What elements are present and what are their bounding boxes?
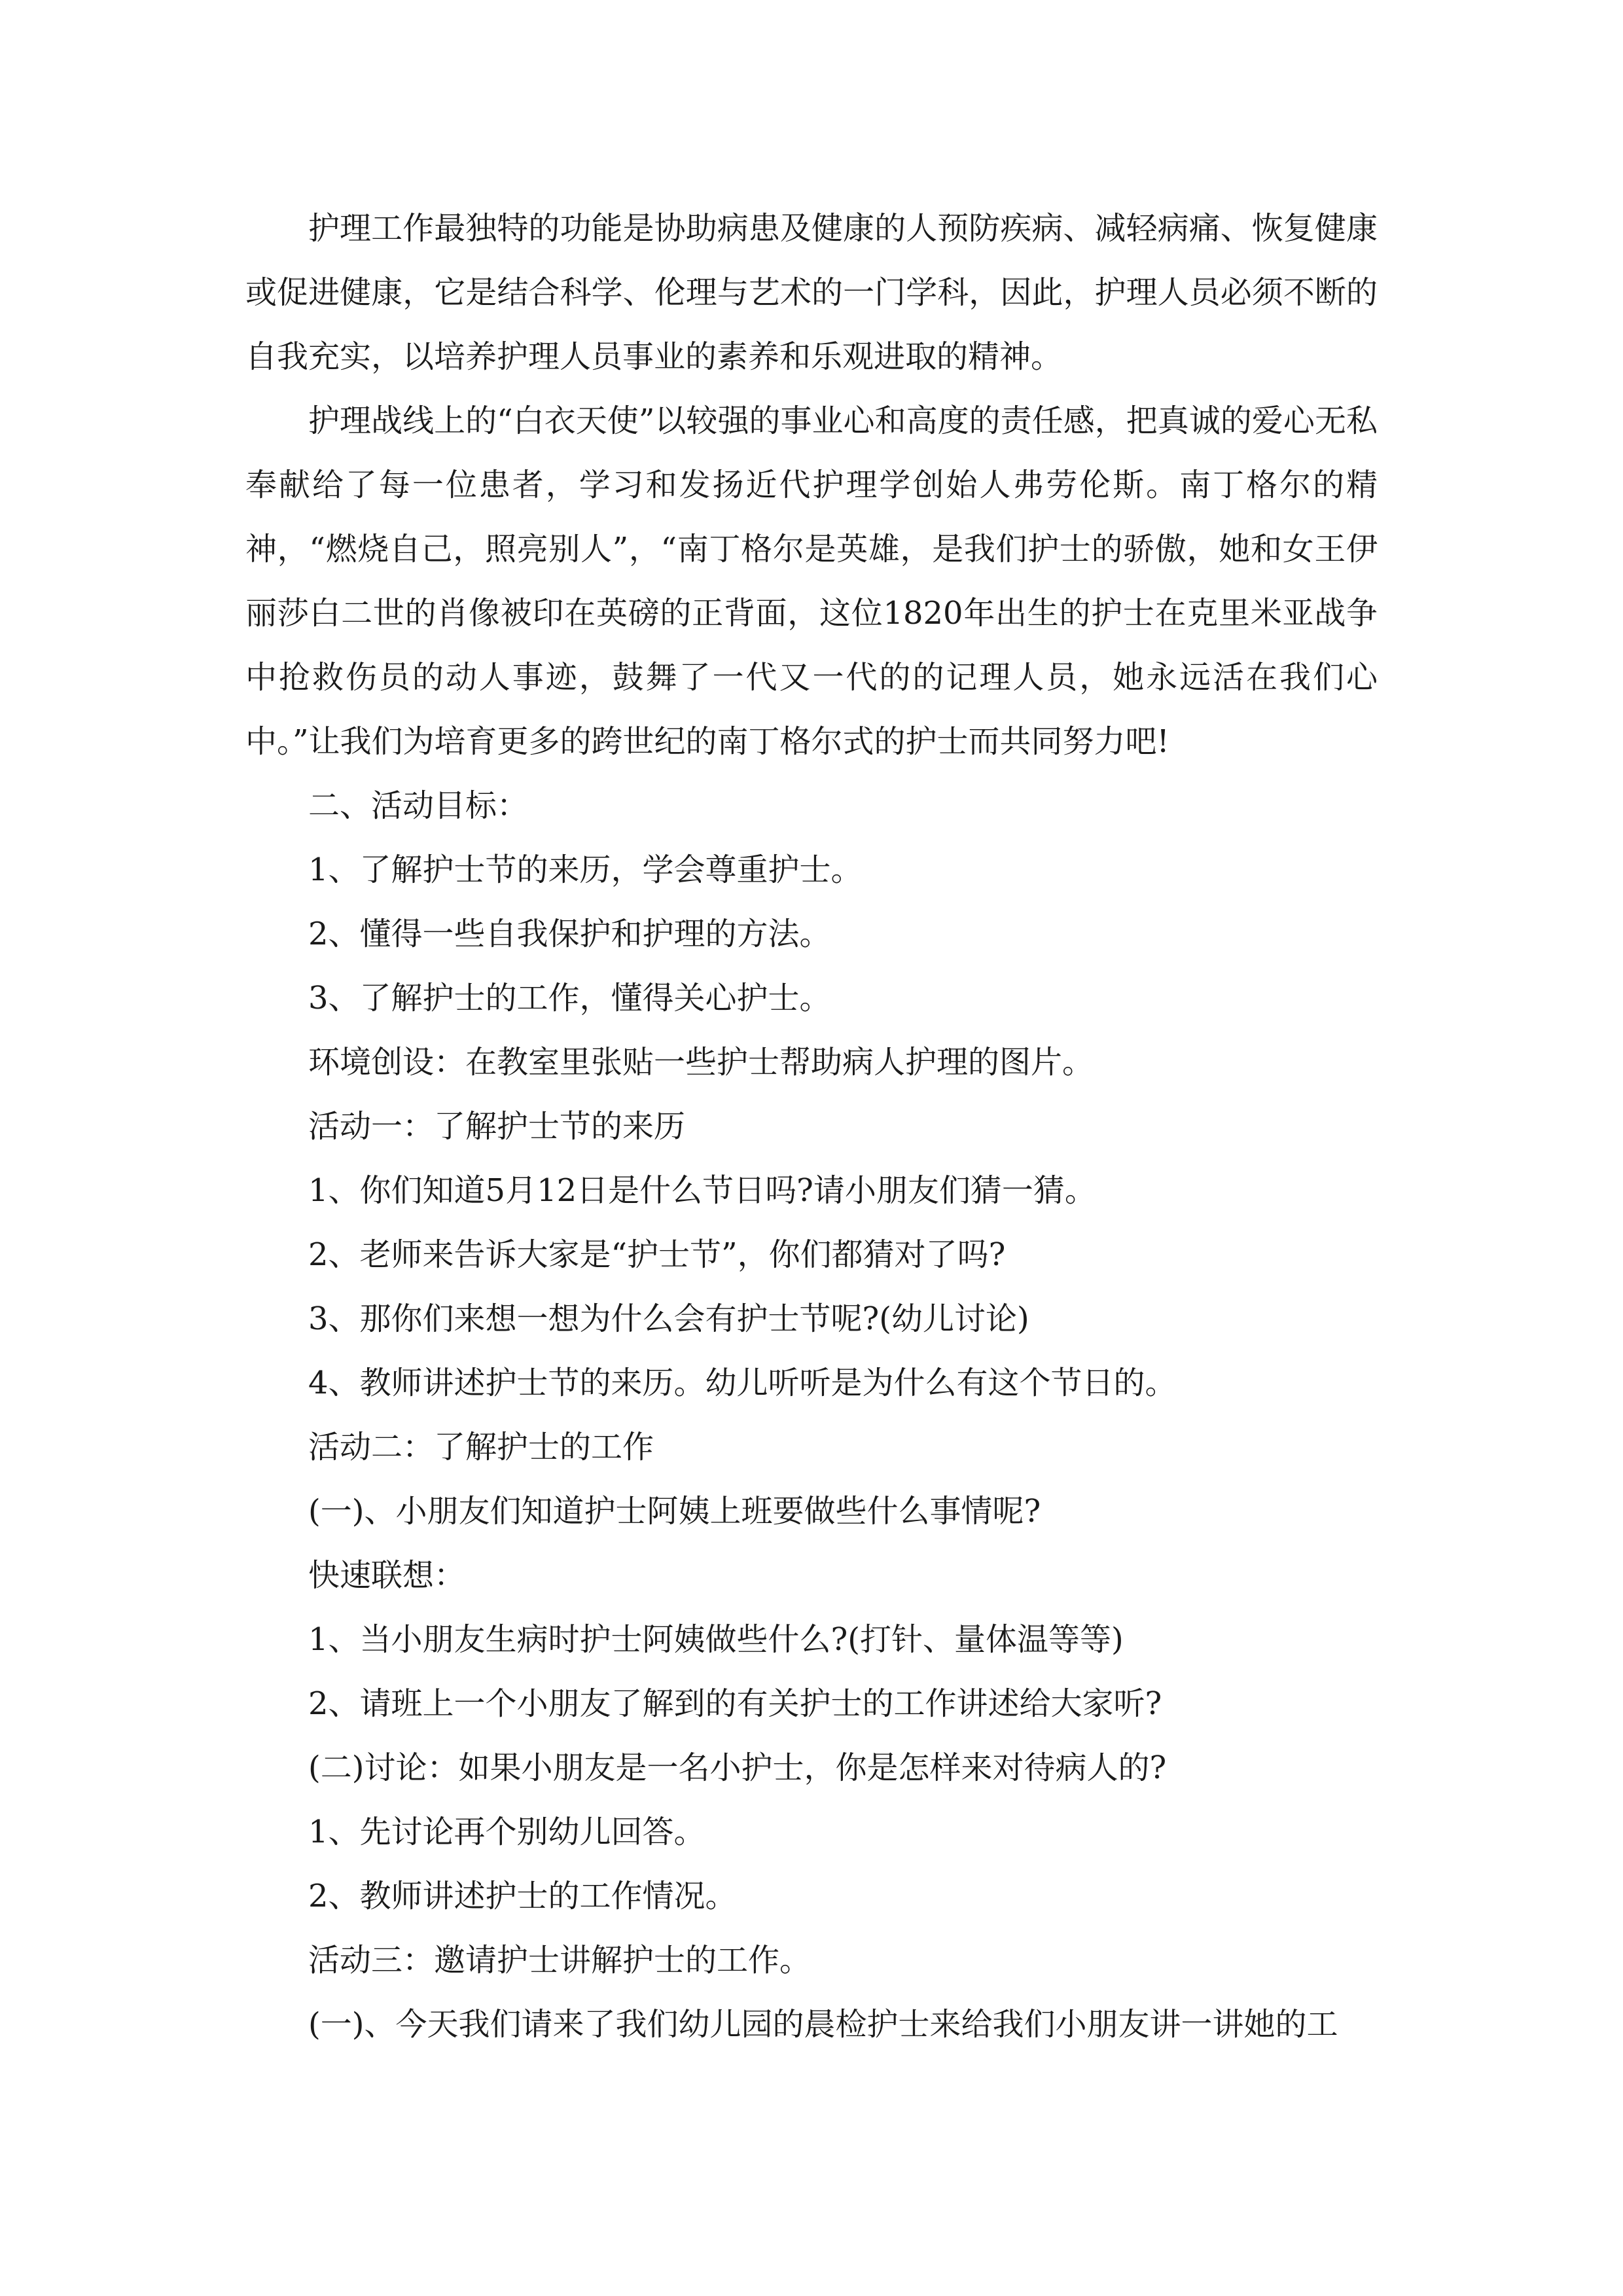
activity-2-heading: 活动二：了解护士的工作 (308, 1429, 654, 1465)
activity-1-heading: 活动一：了解护士节的来历 (308, 1108, 686, 1145)
environment-setup: 环境创设：在教室里张贴一些护士帮助病人护理的图片。 (308, 1044, 1094, 1081)
intro-paragraph-1: 护理工作最独特的功能是协助病患及健康的人预防疾病、减轻病痛、恢复健康或促进健康，它是结合科学、伦理与艺术的一门学科，因此，护理人员必须不断的自我充实，以培养护理人员事业的素养和乐观进取的精神。 (245, 210, 1378, 375)
goal-item-3: 3、了解护士的工作，懂得关心护士。 (308, 980, 831, 1016)
activity-2-question: (一)、小朋友们知道护士阿姨上班要做些什么事情呢? (308, 1493, 1041, 1530)
goal-item-1: 1、了解护士节的来历，学会尊重护士。 (308, 852, 863, 888)
activity-3-item-1: (一)、今天我们请来了我们幼儿园的晨检护士来给我们小朋友讲一讲她的工 (308, 2006, 1338, 2043)
activity-2-item-2: 2、请班上一个小朋友了解到的有关护士的工作讲述给大家听? (308, 1685, 1162, 1722)
discussion-heading: (二)讨论：如果小朋友是一名小护士，你是怎样来对待病人的? (308, 1749, 1167, 1786)
activity-1-item-3: 3、那你们来想一想为什么会有护士节呢?(幼儿讨论) (308, 1300, 1029, 1337)
discussion-item-2: 2、教师讲述护士的工作情况。 (308, 1878, 737, 1914)
section-heading-goals: 二、活动目标： (308, 787, 529, 824)
quick-association-label: 快速联想： (308, 1557, 466, 1594)
activity-1-item-2: 2、老师来告诉大家是“护士节”，你们都猜对了吗? (308, 1236, 1006, 1273)
document-page (245, 196, 1378, 2056)
goal-item-2: 2、懂得一些自我保护和护理的方法。 (308, 916, 831, 952)
activity-1-item-4: 4、教师讲述护士节的来历。幼儿听听是为什么有这个节日的。 (308, 1365, 1177, 1401)
activity-3-heading: 活动三：邀请护士讲解护士的工作。 (308, 1942, 812, 1979)
discussion-item-1: 1、先讨论再个别幼儿回答。 (308, 1814, 705, 1850)
activity-2-item-1: 1、当小朋友生病时护士阿姨做些什么?(打针、量体温等等) (308, 1621, 1124, 1658)
activity-1-item-1: 1、你们知道5月12日是什么节日吗?请小朋友们猜一猜。 (308, 1172, 1096, 1209)
intro-paragraph-2: 护理战线上的“白衣天使”以较强的事业心和高度的责任感，把真诚的爱心无私奉献给了每一位患者，学习和发扬近代护理学创始人弗劳伦斯。南丁格尔的精神，“燃烧自己，照亮别人”，“南丁格尔是英雄，是我们护士的骄傲，她和女王伊丽莎白二世的肖像被印在英磅的正背面，这位1820年出生的护士在克里米亚战争中抢救伤员的动人事迹，鼓舞了一代又一代的的记理人员，她永远活在我们心中。”让我们为培育更多的跨世纪的南丁格尔式的护士而共同努力吧! (245, 403, 1378, 760)
